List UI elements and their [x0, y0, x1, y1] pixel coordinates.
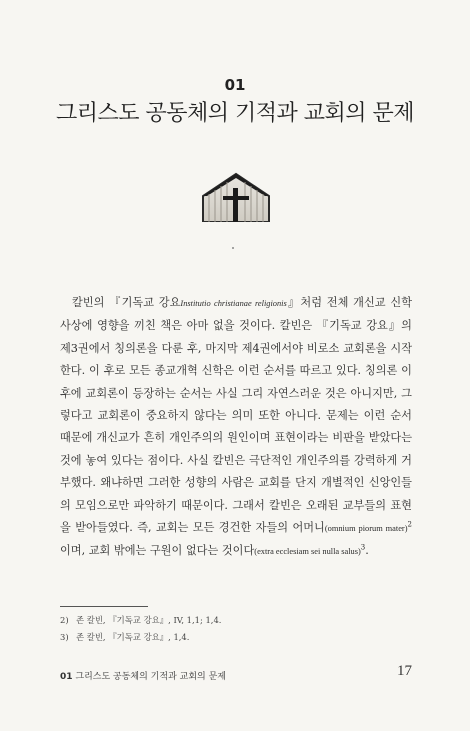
footnote-number: 2)	[60, 615, 69, 625]
running-head-title: 그리스도 공동체의 기적과 교회의 문제	[75, 672, 226, 682]
page-number: 17	[397, 663, 412, 679]
footnote	[60, 614, 412, 626]
latin-phrase: (extra ecclesiam sei nulla salus)	[254, 547, 361, 557]
footnote-divider	[60, 606, 148, 607]
ornament-dot	[232, 247, 234, 249]
footnote-ref[interactable]: 2	[407, 520, 412, 529]
chapter-number: 01	[224, 76, 246, 94]
text-segment: 이며, 교회 밖에는 구원이 없다는 것이다	[60, 544, 255, 558]
running-head-number: 01	[60, 672, 73, 682]
latin-phrase: (omnium piorum mater)	[324, 524, 408, 534]
text-segment: 칼빈의 『기독교 강요	[72, 296, 181, 309]
footnote-ref[interactable]: 3	[360, 543, 366, 552]
text-segment: 』처럼 전체 개신교 신학 사상에 영향을 끼친 책은 아마 없을 것이다. 칼빈은 『기독교 강요』의 제3권에서 칭의론을 다룬 후, 마지막 제4권에서야 비로소 교회론을 시작한다. 이 후로 모든 종교개혁 신학은 이런 순서를 따르고 있다. 칭의론 이후에 교회론이 등장하는 순서는 사실 그리 자연스러운 것은 아니지만, 그렇다고 교회론이 중요하지 않다는 의미 또한 아니다. 문제는 이런 순서 때문에 개신교가 흔히 개인주의의 원인이며 표현이라는 비판을 받았다는 것에 놓여 있다는 점이다. 사실 칼빈은 극단적인 개인주의를 강력하게 거부했다. 왜냐하면 그러한 성향의 사람은 교회를 단지 개별적인 신앙인들의 모임으로만 파악하기 때문이다. 그래서 칼빈은 오래된 교부들의 표현을 받아들였다. 즉, 교회는 모든 경건한 자들의 어머니	[60, 296, 412, 535]
footnote-text: 존 칼빈, 『기독교 강요』, 1,4.	[76, 632, 190, 642]
text-segment: .	[365, 544, 369, 558]
footnote-text: 존 칼빈, 『기독교 강요』, IV, 1,1; 1,4.	[76, 615, 222, 625]
running-head	[60, 669, 226, 682]
body-paragraph	[60, 292, 412, 564]
footnote	[60, 631, 412, 643]
church-roof-cross-icon	[201, 172, 271, 222]
chapter-title: 그리스도 공동체의 기적과 교회의 문제	[55, 101, 414, 126]
footnote-number: 3)	[60, 632, 69, 642]
footnotes	[60, 614, 412, 648]
latin-title: Institutio christianae religionis	[180, 299, 287, 308]
